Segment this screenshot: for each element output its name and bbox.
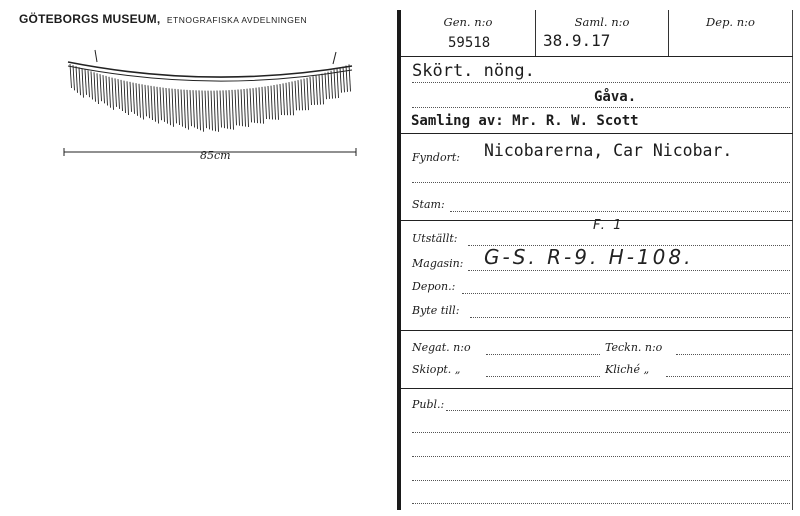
gen-label: Gen. n:o [443, 15, 493, 29]
dotted-line [676, 354, 790, 355]
kliche-label: Kliché „ [605, 363, 650, 376]
saml-label: Saml. n:o [574, 15, 630, 29]
dotted-line [412, 456, 790, 457]
dotted-line [666, 376, 790, 377]
dotted-line [470, 317, 790, 318]
publ-label: Publ.: [412, 398, 445, 411]
acquisition-type: Gåva. [594, 89, 637, 105]
dotted-line [486, 376, 600, 377]
dotted-line [412, 107, 790, 108]
rule [401, 388, 793, 389]
dotted-line [446, 410, 790, 411]
gen-value: 59518 [448, 35, 491, 51]
utstallt-label: Utställt: [412, 232, 458, 245]
card-right-edge [792, 10, 793, 510]
museum-name: GÖTEBORGS MUSEUM, [19, 12, 161, 26]
object-name: Skört. nöng. [412, 61, 535, 81]
rule [401, 330, 793, 331]
stam-label: Stam: [412, 198, 445, 211]
dotted-line [468, 270, 790, 271]
dotted-line [412, 480, 790, 481]
depon-label: Depon.: [412, 280, 456, 293]
rule [401, 133, 793, 134]
byte-label: Byte till: [412, 304, 460, 317]
dotted-line [486, 354, 600, 355]
skirt-sketch [0, 0, 395, 200]
fyndort-value: Nicobarerna, Car Nicobar. [484, 141, 733, 160]
dotted-line [462, 293, 790, 294]
collection-value: Samling av: Mr. R. W. Scott [411, 113, 639, 129]
fyndort-label: Fyndort: [412, 151, 460, 164]
dep-label: Dep. n:o [706, 15, 755, 29]
rule [401, 56, 793, 57]
teckn-label: Teckn. n:o [605, 341, 663, 354]
magasin-value: G-S. R-9. H-108. [484, 245, 694, 269]
negat-label: Negat. n:o [412, 341, 471, 354]
saml-value: 38.9.17 [543, 31, 611, 50]
skiopt-label: Skiopt. „ [412, 363, 461, 376]
dotted-line [412, 503, 790, 504]
dotted-line [412, 82, 790, 83]
magasin-label: Magasin: [412, 257, 464, 270]
card-divider [397, 10, 401, 510]
department-name: ETNOGRAFISKA AVDELNINGEN [166, 15, 308, 25]
dotted-line [450, 211, 790, 212]
dimension-label: 85cm [200, 149, 231, 162]
dotted-line [412, 432, 790, 433]
utstallt-value: F. 1 [593, 218, 624, 233]
dotted-line [412, 182, 790, 183]
